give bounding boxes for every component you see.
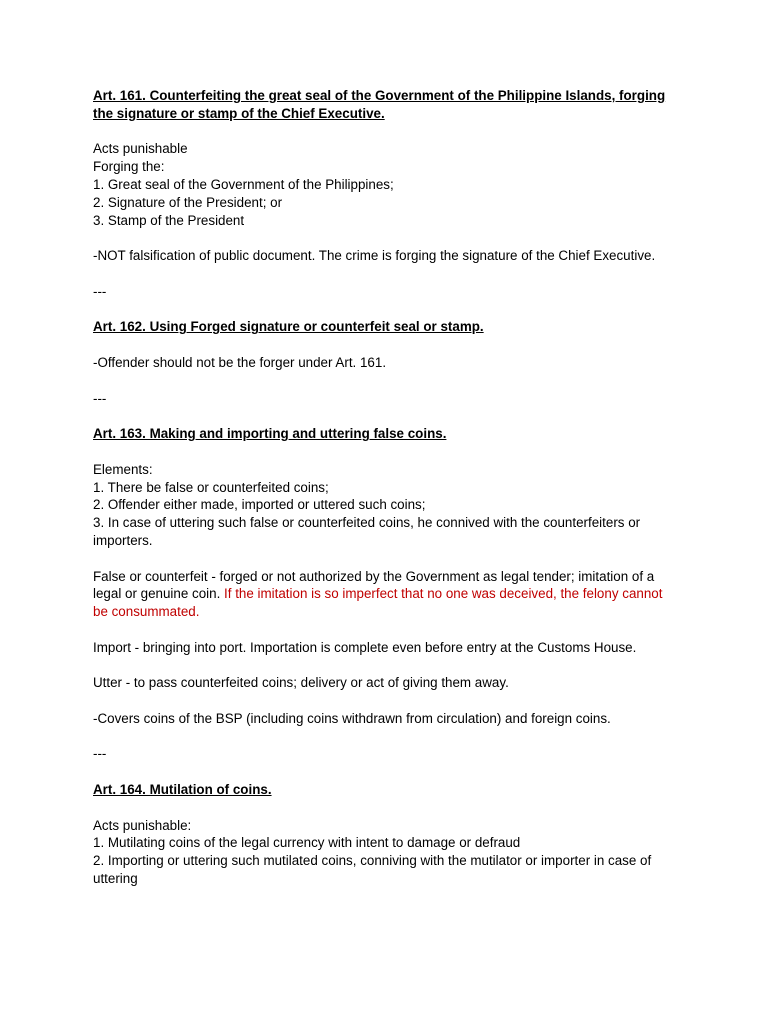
- forging-label: Forging the:: [93, 159, 165, 175]
- elements-label: Elements:: [93, 461, 153, 477]
- covers-note: -Covers coins of the BSP (including coins withdrawn from circulation) and foreign coins.: [93, 710, 611, 726]
- list-item: 1. There be false or counterfeited coins;: [93, 479, 329, 495]
- art-164-acts: [93, 817, 678, 888]
- list-item: 1. Great seal of the Government of the Philippines;: [93, 176, 394, 192]
- art-163-heading: Art. 163. Making and importing and uttering false coins.: [93, 426, 447, 442]
- art-162-heading: Art. 162. Using Forged signature or counterfeit seal or stamp.: [93, 319, 484, 335]
- acts-punishable-label: Acts punishable: [93, 141, 188, 157]
- false-counterfeit-definition: [93, 568, 678, 621]
- acts-punishable-label: Acts punishable:: [93, 817, 192, 833]
- list-item: 1. Mutilating coins of the legal currency with intent to damage or defraud: [93, 835, 521, 851]
- list-item: 2. Offender either made, imported or uttered such coins;: [93, 497, 426, 513]
- document-page: [93, 87, 678, 906]
- art-161-acts: [93, 140, 678, 229]
- section-separator: ---: [93, 746, 107, 762]
- list-item: 2. Importing or uttering such mutilated coins, conniving with the mutilator or importer in case of uttering: [93, 853, 652, 887]
- section-separator: ---: [93, 390, 107, 406]
- import-definition: Import - bringing into port. Importation is complete even before entry at the Customs House.: [93, 639, 637, 655]
- art-162-note: -Offender should not be the forger under Art. 161.: [93, 354, 387, 370]
- section-separator: ---: [93, 283, 107, 299]
- list-item: 2. Signature of the President; or: [93, 194, 283, 210]
- utter-definition: Utter - to pass counterfeited coins; delivery or act of giving them away.: [93, 675, 509, 691]
- list-item: 3. Stamp of the President: [93, 212, 245, 228]
- art-161-heading: Art. 161. Counterfeiting the great seal of the Government of the Philippine Islands, forging the signature or stamp of the Chief Executive.: [93, 88, 666, 121]
- art-161-note: -NOT falsification of public document. The crime is forging the signature of the Chief Executive.: [93, 248, 656, 264]
- imperfect-imitation-note: If the imitation is so imperfect that no one was deceived, the felony cannot be consummated.: [93, 586, 663, 620]
- art-164-heading: Art. 164. Mutilation of coins.: [93, 782, 272, 798]
- false-counterfeit-text: False or counterfeit - forged or not authorized by the Government as legal tender; imitation of a legal or genuine coin.: [93, 568, 655, 602]
- list-item: 3. In case of uttering such false or counterfeited coins, he connived with the counterfeiters or importers.: [93, 515, 641, 548]
- art-163-elements: [93, 461, 678, 550]
